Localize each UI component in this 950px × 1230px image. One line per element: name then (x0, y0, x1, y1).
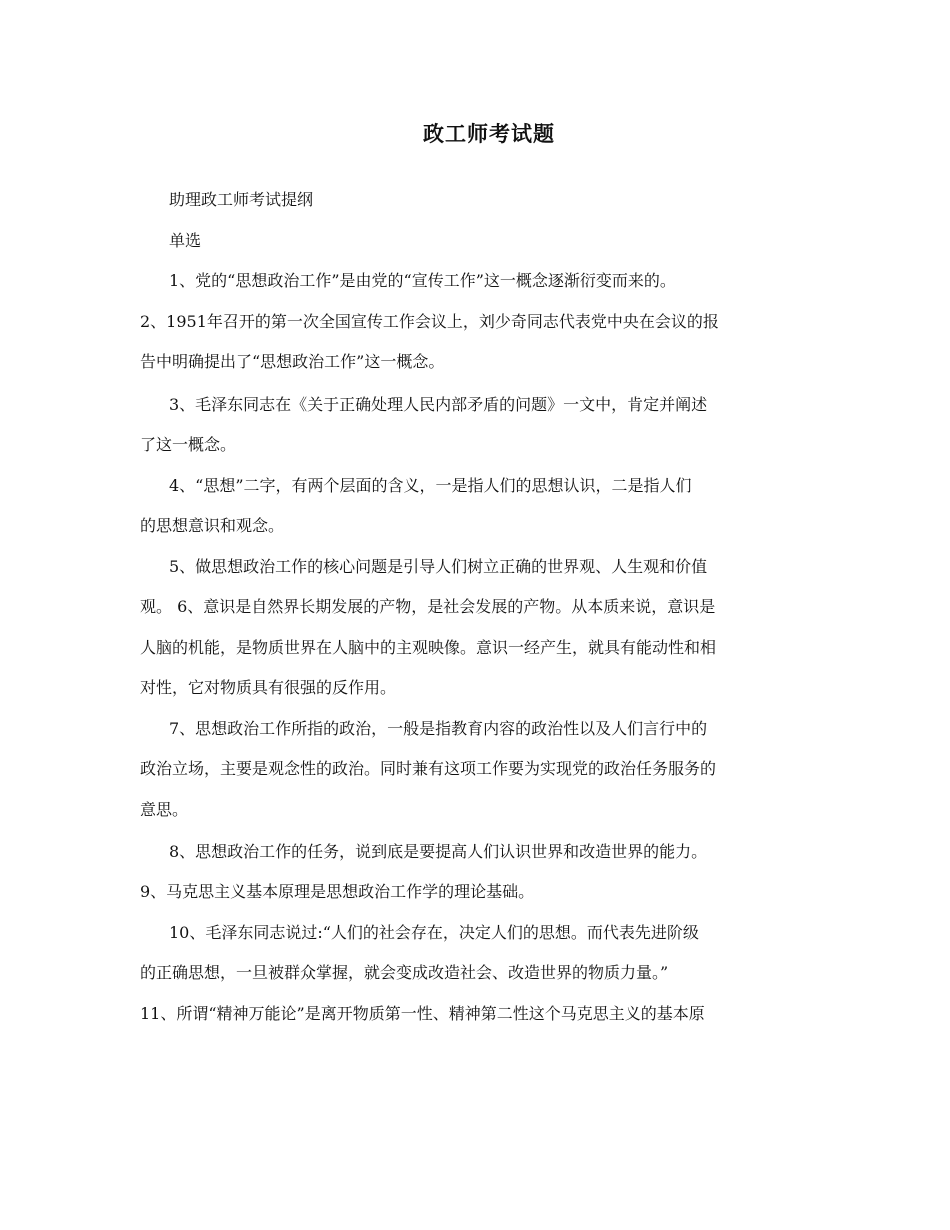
text-line: 2、1951年召开的第一次全国宣传工作会议上，刘少奇同志代表党中央在会议的报 (140, 312, 719, 331)
document-title: 政工师考试题 (423, 121, 555, 146)
text-line: 5、做思想政治工作的核心问题是引导人们树立正确的世界观、人生观和价值 (169, 557, 708, 576)
text-line: 10、毛泽东同志说过:“人们的社会存在，决定人们的思想。而代表先进阶级 (169, 923, 699, 942)
text-line: 了这一概念。 (140, 435, 237, 454)
text-line: 11、所谓“精神万能论”是离开物质第一性、精神第二性这个马克思主义的基本原 (140, 1004, 705, 1023)
text-line: 9、马克思主义基本原理是思想政治工作学的理论基础。 (140, 882, 535, 901)
text-line: 观。 6、意识是自然界长期发展的产物，是社会发展的产物。从本质来说，意识是 (140, 597, 716, 616)
text-line: 1、党的“思想政治工作”是由党的“宣传工作”这一概念逐渐衍变而来的。 (169, 271, 676, 290)
text-line: 告中明确提出了“思想政治工作”这一概念。 (140, 352, 445, 371)
text-line: 4、“思想”二字，有两个层面的含义，一是指人们的思想认识，二是指人们 (169, 476, 692, 495)
text-line: 3、毛泽东同志在《关于正确处理人民内部矛盾的问题》一文中，肯定并阐述 (169, 395, 708, 414)
text-line: 8、思想政治工作的任务，说到底是要提高人们认识世界和改造世界的能力。 (169, 842, 708, 861)
text-line: 政治立场，主要是观念性的政治。同时兼有这项工作要为实现党的政治任务服务的 (140, 759, 717, 778)
text-line: 对性，它对物质具有很强的反作用。 (140, 678, 397, 697)
subsection-heading: 单选 (169, 231, 202, 250)
section-heading: 助理政工师考试提纲 (169, 190, 314, 209)
text-line: 人脑的机能，是物质世界在人脑中的主观映像。意识一经产生，就具有能动性和相 (140, 638, 717, 657)
text-line: 的正确思想，一旦被群众掌握，就会变成改造社会、改造世界的物质力量。” (140, 963, 669, 982)
text-line: 意思。 (140, 800, 189, 819)
text-line: 的思想意识和观念。 (140, 516, 285, 535)
text-line: 7、思想政治工作所指的政治，一般是指教育内容的政治性以及人们言行中的 (169, 719, 708, 738)
